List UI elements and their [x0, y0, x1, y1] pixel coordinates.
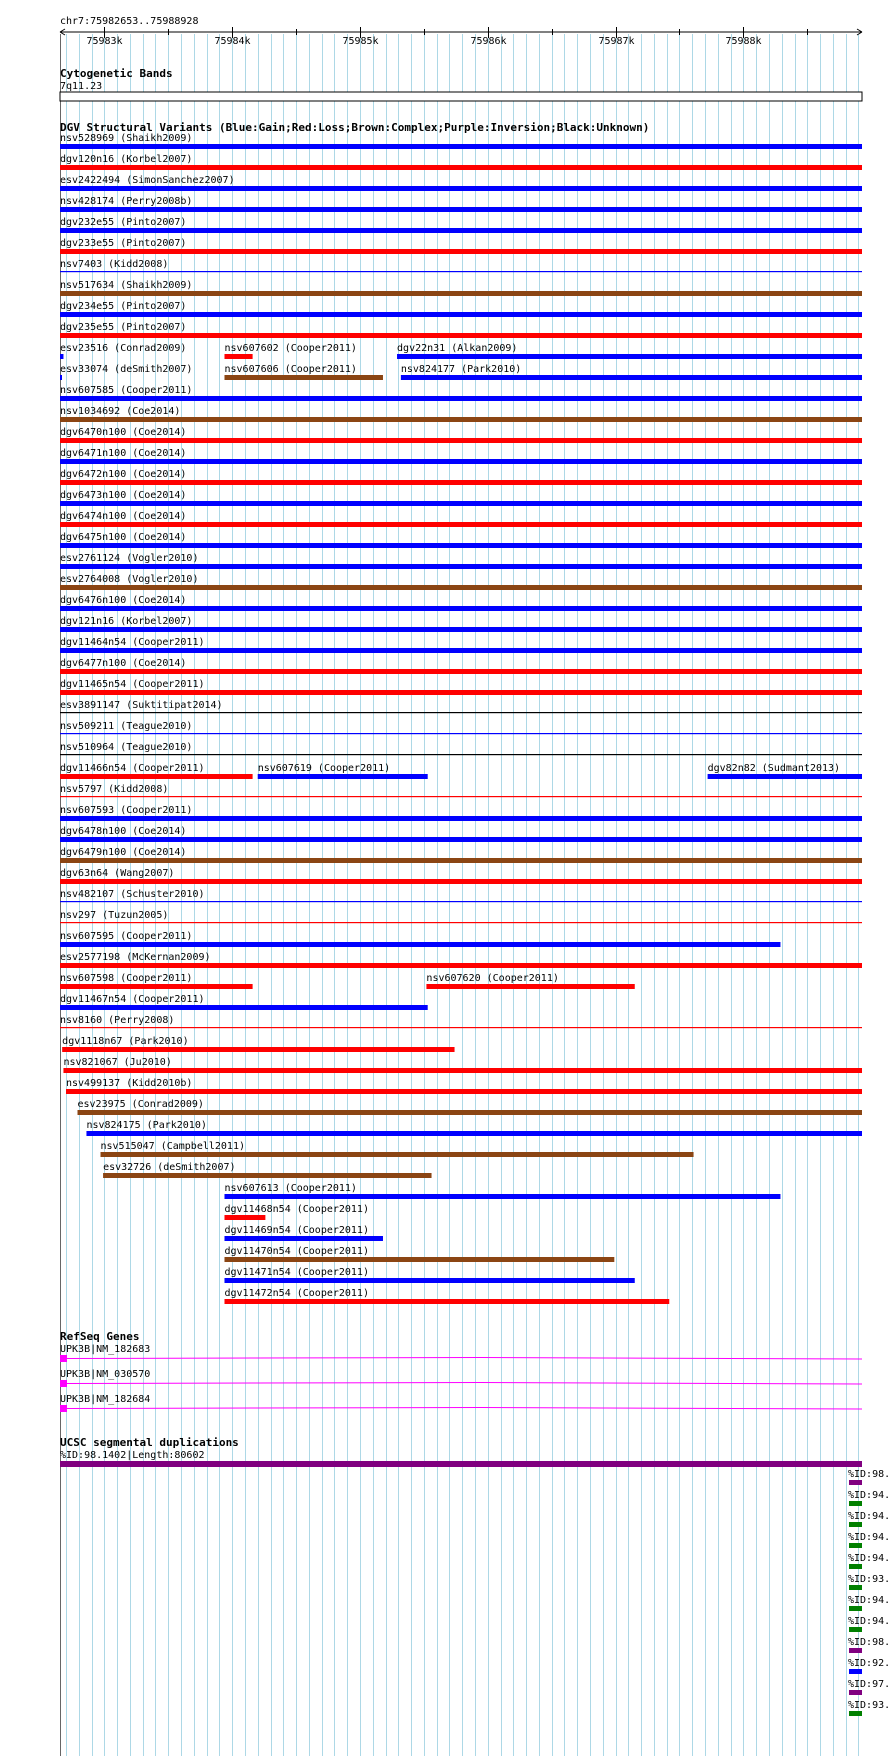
variant-label: nsv5797 (Kidd2008): [60, 784, 169, 795]
refseq-gene[interactable]: [60, 1394, 862, 1412]
variant-feature[interactable]: [60, 616, 862, 632]
variant-label: esv23516 (Conrad2009): [60, 343, 187, 354]
variant-feature[interactable]: [86, 1120, 862, 1136]
refseq-intron-line: [67, 1408, 862, 1410]
variant-label: nsv824177 (Park2010): [400, 364, 522, 375]
variant-feature[interactable]: [78, 1099, 862, 1115]
variant-feature[interactable]: [224, 1288, 669, 1304]
dgv-structural-variants-track: [60, 121, 862, 1304]
segdup-side-label: %ID:94.: [848, 1616, 890, 1627]
variant-bar[interactable]: [60, 754, 862, 755]
variant-bar[interactable]: [66, 1089, 862, 1094]
variant-label: nsv1034692 (Coe2014): [60, 406, 181, 417]
variant-bar[interactable]: [60, 712, 862, 713]
position-ruler: [60, 16, 862, 47]
variant-label: nsv607606 (Cooper2011): [224, 364, 357, 375]
variant-bar[interactable]: [60, 375, 62, 380]
segdup-side-label: %ID:94.: [848, 1532, 890, 1543]
variant-bar[interactable]: [60, 501, 862, 506]
variant-feature[interactable]: [60, 889, 862, 902]
cytogenetic-bands-track: [60, 67, 862, 101]
variant-bar[interactable]: [60, 1027, 862, 1028]
variant-feature[interactable]: [60, 553, 862, 569]
segdup-main-bar[interactable]: [60, 1461, 862, 1467]
variant-bar[interactable]: [224, 1257, 614, 1262]
variant-bar[interactable]: [401, 375, 862, 380]
segdup-side-feature[interactable]: [848, 1553, 890, 1569]
variant-bar[interactable]: [103, 1173, 431, 1178]
variant-bar[interactable]: [60, 165, 862, 170]
variant-label: dgv233e55 (Pinto2007): [60, 238, 187, 249]
variant-feature[interactable]: [60, 595, 862, 611]
variant-bar[interactable]: [60, 333, 862, 338]
variant-feature[interactable]: [60, 406, 862, 422]
variant-feature[interactable]: [60, 133, 862, 149]
variant-bar[interactable]: [60, 942, 780, 947]
variant-feature[interactable]: [224, 1267, 634, 1283]
segdup-side-label: %ID:92.: [848, 1658, 890, 1669]
variant-bar[interactable]: [224, 1278, 634, 1283]
variant-bar[interactable]: [60, 271, 862, 272]
variant-feature[interactable]: [60, 994, 428, 1010]
variant-feature[interactable]: [60, 763, 253, 779]
variant-label: nsv824175 (Park2010): [86, 1120, 207, 1131]
variant-label: esv3891147 (Suktitipat2014): [60, 700, 223, 711]
variant-bar[interactable]: [60, 796, 862, 797]
variant-feature[interactable]: [60, 910, 862, 923]
variant-bar[interactable]: [224, 1299, 669, 1304]
variant-bar[interactable]: [224, 1236, 382, 1241]
variant-bar[interactable]: [224, 1194, 780, 1199]
refseq-gene-label: UPK3B|NM_182684: [60, 1394, 151, 1405]
variant-label: nsv821067 (Ju2010): [63, 1057, 172, 1068]
variant-bar[interactable]: [60, 606, 862, 611]
variant-label: nsv607595 (Cooper2011): [60, 931, 193, 942]
refseq-intron-line: [67, 1383, 862, 1385]
variant-label: dgv6473n100 (Coe2014): [60, 490, 187, 501]
segdup-side-bar[interactable]: [849, 1711, 862, 1716]
segdup-side-label: %ID:98.: [848, 1469, 890, 1480]
variant-bar[interactable]: [60, 690, 862, 695]
variant-feature[interactable]: [60, 1015, 862, 1028]
refseq-genes-track: [60, 1330, 862, 1412]
variant-label: nsv607585 (Cooper2011): [60, 385, 193, 396]
segdup-side-feature[interactable]: [848, 1637, 890, 1653]
variant-feature[interactable]: [101, 1141, 694, 1157]
variant-bar[interactable]: [60, 312, 862, 317]
variant-feature[interactable]: [708, 763, 862, 779]
variant-bar[interactable]: [224, 1215, 265, 1220]
variant-label: dgv11469n54 (Cooper2011): [224, 1225, 369, 1236]
segdup-side-bar[interactable]: [849, 1543, 862, 1548]
variant-feature[interactable]: [60, 469, 862, 485]
variant-label: esv2761124 (Vogler2010): [60, 553, 199, 564]
ruler-tick-label: 75983k: [86, 36, 123, 47]
variant-bar[interactable]: [60, 396, 862, 401]
variant-bar[interactable]: [60, 354, 63, 359]
variant-label: dgv11471n54 (Cooper2011): [224, 1267, 369, 1278]
variant-label: dgv11465n54 (Cooper2011): [60, 679, 205, 690]
ruler-tick-label: 75987k: [598, 36, 635, 47]
variant-feature[interactable]: [60, 532, 862, 548]
variant-label: dgv6476n100 (Coe2014): [60, 595, 187, 606]
variant-feature[interactable]: [60, 511, 862, 527]
variant-label: esv2764008 (Vogler2010): [60, 574, 199, 585]
variant-feature[interactable]: [60, 784, 862, 797]
segdup-side-label: %ID:94.: [848, 1553, 890, 1564]
variant-bar[interactable]: [86, 1131, 862, 1136]
variant-label: nsv510964 (Teague2010): [60, 742, 193, 753]
variant-label: dgv121n16 (Korbel2007): [60, 616, 193, 627]
variant-label: esv2577198 (McKernan2009): [60, 952, 211, 963]
variant-label: dgv11470n54 (Cooper2011): [224, 1246, 369, 1257]
variant-bar[interactable]: [60, 984, 253, 989]
segdup-side-label: %ID:98.: [848, 1637, 890, 1648]
variant-label: nsv482107 (Schuster2010): [60, 889, 205, 900]
variant-label: dgv6474n100 (Coe2014): [60, 511, 187, 522]
variant-label: nsv607602 (Cooper2011): [224, 343, 357, 354]
segdup-side-bar[interactable]: [849, 1522, 862, 1527]
segdup-side-feature[interactable]: [848, 1511, 890, 1527]
variant-label: dgv235e55 (Pinto2007): [60, 322, 187, 333]
refseq-gene-label: UPK3B|NM_182683: [60, 1344, 151, 1355]
variant-feature[interactable]: [258, 763, 428, 779]
variant-bar[interactable]: [60, 249, 862, 254]
variant-label: esv2422494 (SimonSanchez2007): [60, 175, 235, 186]
segdup-side-bar[interactable]: [849, 1690, 862, 1695]
variant-label: dgv1118n67 (Park2010): [62, 1036, 189, 1047]
variant-label: dgv11466n54 (Cooper2011): [60, 763, 205, 774]
segdup-side-label: %ID:94.: [848, 1511, 890, 1522]
variant-label: nsv607613 (Cooper2011): [224, 1183, 357, 1194]
position-range-label: chr7:75982653..75988928: [60, 16, 199, 27]
variant-bar[interactable]: [708, 774, 862, 779]
variant-feature[interactable]: [60, 847, 862, 863]
segdup-side-feature[interactable]: [848, 1574, 890, 1590]
variant-bar[interactable]: [60, 733, 862, 734]
variant-bar[interactable]: [60, 522, 862, 527]
variant-feature[interactable]: [60, 238, 862, 254]
variant-label: dgv6475n100 (Coe2014): [60, 532, 187, 543]
variant-bar[interactable]: [60, 438, 862, 443]
variant-feature[interactable]: [60, 217, 862, 233]
variant-feature[interactable]: [66, 1078, 862, 1094]
variant-label: dgv11472n54 (Cooper2011): [224, 1288, 369, 1299]
variant-label: dgv82n82 (Sudmant2013): [707, 763, 841, 774]
cytoband-track-title: Cytogenetic Bands: [60, 67, 173, 80]
variant-bar[interactable]: [60, 1005, 428, 1010]
variant-label: nsv499137 (Kidd2010b): [66, 1078, 193, 1089]
segdup-side-feature[interactable]: [848, 1532, 890, 1548]
variant-bar[interactable]: [60, 543, 862, 548]
variant-label: dgv6479n100 (Coe2014): [60, 847, 187, 858]
refseq-gene-label: UPK3B|NM_030570: [60, 1369, 151, 1380]
segdup-side-bar[interactable]: [849, 1627, 862, 1632]
segdup-side-bar[interactable]: [849, 1480, 862, 1485]
variant-bar[interactable]: [60, 627, 862, 632]
variant-label: dgv11468n54 (Cooper2011): [224, 1204, 369, 1215]
variant-label: nsv607593 (Cooper2011): [60, 805, 193, 816]
variant-bar[interactable]: [60, 879, 862, 884]
variant-label: dgv6470n100 (Coe2014): [60, 427, 187, 438]
variant-bar[interactable]: [60, 291, 862, 296]
variant-feature[interactable]: [60, 826, 862, 842]
variant-feature[interactable]: [60, 196, 862, 212]
variant-bar[interactable]: [60, 459, 862, 464]
variant-label: dgv6472n100 (Coe2014): [60, 469, 187, 480]
refseq-exon: [60, 1355, 67, 1362]
segdup-side-feature[interactable]: [848, 1679, 890, 1695]
variant-bar[interactable]: [258, 774, 428, 779]
variant-feature[interactable]: [60, 868, 862, 884]
variant-feature[interactable]: [224, 364, 382, 380]
variant-feature[interactable]: [60, 658, 862, 674]
dgv-track-title: DGV Structural Variants (Blue:Gain;Red:Loss;Brown:Complex;Purple:Inversion;Black:Unknown): [60, 121, 650, 134]
variant-feature[interactable]: [60, 679, 862, 695]
variant-bar[interactable]: [78, 1110, 862, 1115]
variant-bar[interactable]: [101, 1152, 694, 1157]
variant-feature[interactable]: [397, 343, 862, 359]
segdup-side-label: %ID:93.: [848, 1574, 890, 1585]
variant-feature[interactable]: [60, 301, 862, 317]
variant-feature[interactable]: [60, 952, 862, 968]
variant-label: nsv517634 (Shaikh2009): [60, 280, 193, 291]
refseq-exon: [60, 1405, 67, 1412]
variant-feature[interactable]: [60, 280, 862, 296]
variant-feature[interactable]: [60, 805, 862, 821]
segdup-side-feature[interactable]: [848, 1469, 890, 1485]
segdup-side-bar[interactable]: [849, 1606, 862, 1611]
segdup-side-bar[interactable]: [849, 1585, 862, 1590]
refseq-gene[interactable]: [60, 1344, 862, 1362]
variant-label: dgv6477n100 (Coe2014): [60, 658, 187, 669]
variant-bar[interactable]: [397, 354, 862, 359]
variant-bar[interactable]: [224, 354, 252, 359]
variant-label: dgv6478n100 (Coe2014): [60, 826, 187, 837]
ruler-tick-label: 75985k: [342, 36, 379, 47]
variant-bar[interactable]: [60, 207, 862, 212]
variant-feature[interactable]: [224, 1246, 614, 1262]
variant-bar[interactable]: [62, 1047, 454, 1052]
variant-bar[interactable]: [60, 922, 862, 923]
variant-label: dgv22n31 (Alkan2009): [397, 343, 518, 354]
variant-feature[interactable]: [224, 1225, 382, 1241]
variant-bar[interactable]: [426, 984, 634, 989]
segdup-side-feature[interactable]: [848, 1658, 890, 1674]
variant-feature[interactable]: [60, 931, 780, 947]
variant-bar[interactable]: [224, 375, 382, 380]
cytoband-label: 7q11.23: [60, 81, 103, 92]
variant-label: esv33074 (deSmith2007): [60, 364, 193, 375]
variant-label: nsv7403 (Kidd2008): [60, 259, 169, 270]
variant-label: nsv515047 (Campbell2011): [100, 1141, 246, 1152]
variant-feature[interactable]: [224, 1183, 780, 1199]
segdup-side-feature[interactable]: [848, 1700, 890, 1716]
variant-feature[interactable]: [60, 973, 253, 989]
segdup-track-title: UCSC segmental duplications: [60, 1436, 239, 1449]
refseq-exon: [60, 1380, 67, 1387]
segdup-side-bar[interactable]: [849, 1669, 862, 1674]
variant-bar[interactable]: [60, 228, 862, 233]
variant-bar[interactable]: [60, 858, 862, 863]
variant-bar[interactable]: [63, 1068, 862, 1073]
variant-feature[interactable]: [103, 1162, 431, 1178]
variant-feature[interactable]: [60, 448, 862, 464]
variant-bar[interactable]: [60, 669, 862, 674]
variant-feature[interactable]: [60, 742, 862, 755]
variant-bar[interactable]: [60, 816, 862, 821]
segdup-side-bar[interactable]: [849, 1564, 862, 1569]
ruler-tick-label: 75988k: [725, 36, 762, 47]
segdup-main-label: %ID:98.1402|Length:80602: [60, 1450, 205, 1461]
variant-feature[interactable]: [60, 490, 862, 506]
segdup-side-label: %ID:94.: [848, 1490, 890, 1501]
variant-label: dgv232e55 (Pinto2007): [60, 217, 187, 228]
variant-feature[interactable]: [60, 259, 862, 272]
variant-feature[interactable]: [401, 364, 862, 380]
variant-bar[interactable]: [60, 186, 862, 191]
variant-feature[interactable]: [60, 175, 862, 191]
variant-label: nsv607619 (Cooper2011): [257, 763, 391, 774]
variant-bar[interactable]: [60, 901, 862, 902]
variant-feature[interactable]: [60, 721, 862, 734]
variant-bar[interactable]: [60, 837, 862, 842]
variant-label: nsv8160 (Perry2008): [60, 1015, 175, 1026]
variant-label: dgv11464n54 (Cooper2011): [60, 637, 205, 648]
segdup-side-bar[interactable]: [849, 1501, 862, 1506]
variant-label: nsv297 (Tuzun2005): [60, 910, 169, 921]
variant-bar[interactable]: [60, 417, 862, 422]
variant-label: nsv509211 (Teague2010): [60, 721, 193, 732]
segdup-side-label: %ID:94.: [848, 1595, 890, 1606]
ruler-tick-label: 75986k: [470, 36, 507, 47]
segdup-side-bar[interactable]: [849, 1648, 862, 1653]
segdup-side-label: %ID:93.: [848, 1700, 890, 1711]
variant-label: dgv63n64 (Wang2007): [60, 868, 175, 879]
variant-feature[interactable]: [60, 574, 862, 590]
refseq-intron-line: [67, 1358, 862, 1360]
variant-feature[interactable]: [60, 154, 862, 170]
variant-feature[interactable]: [60, 427, 862, 443]
variant-label: nsv528969 (Shaikh2009): [60, 133, 193, 144]
variant-feature[interactable]: [60, 700, 862, 713]
variant-label: dgv234e55 (Pinto2007): [60, 301, 187, 312]
variant-feature[interactable]: [60, 322, 862, 338]
segdup-side-feature[interactable]: [848, 1595, 890, 1611]
cytoband-bar[interactable]: [60, 92, 862, 101]
variant-label: nsv607620 (Cooper2011): [426, 973, 559, 984]
variant-label: esv23975 (Conrad2009): [77, 1099, 204, 1110]
variant-label: esv32726 (deSmith2007): [103, 1162, 236, 1173]
variant-feature[interactable]: [60, 343, 186, 359]
variant-label: nsv428174 (Perry2008b): [60, 196, 193, 207]
variant-label: dgv11467n54 (Cooper2011): [60, 994, 205, 1005]
ruler-tick-label: 75984k: [214, 36, 251, 47]
variant-bar[interactable]: [60, 963, 862, 968]
variant-feature[interactable]: [224, 343, 356, 359]
refseq-gene[interactable]: [60, 1369, 862, 1387]
variant-bar[interactable]: [60, 585, 862, 590]
segdup-side-feature[interactable]: [848, 1490, 890, 1506]
variant-bar[interactable]: [60, 564, 862, 569]
variant-feature[interactable]: [60, 637, 862, 653]
segdup-side-label: %ID:97.: [848, 1679, 890, 1690]
variant-label: nsv607598 (Cooper2011): [60, 973, 193, 984]
variant-bar[interactable]: [60, 648, 862, 653]
variant-bar[interactable]: [60, 774, 253, 779]
variant-feature[interactable]: [60, 385, 862, 401]
segdup-side-feature[interactable]: [848, 1616, 890, 1632]
variant-bar[interactable]: [60, 144, 862, 149]
variant-label: dgv6471n100 (Coe2014): [60, 448, 187, 459]
variant-label: dgv120n16 (Korbel2007): [60, 154, 193, 165]
refseq-track-title: RefSeq Genes: [60, 1330, 140, 1343]
variant-bar[interactable]: [60, 480, 862, 485]
